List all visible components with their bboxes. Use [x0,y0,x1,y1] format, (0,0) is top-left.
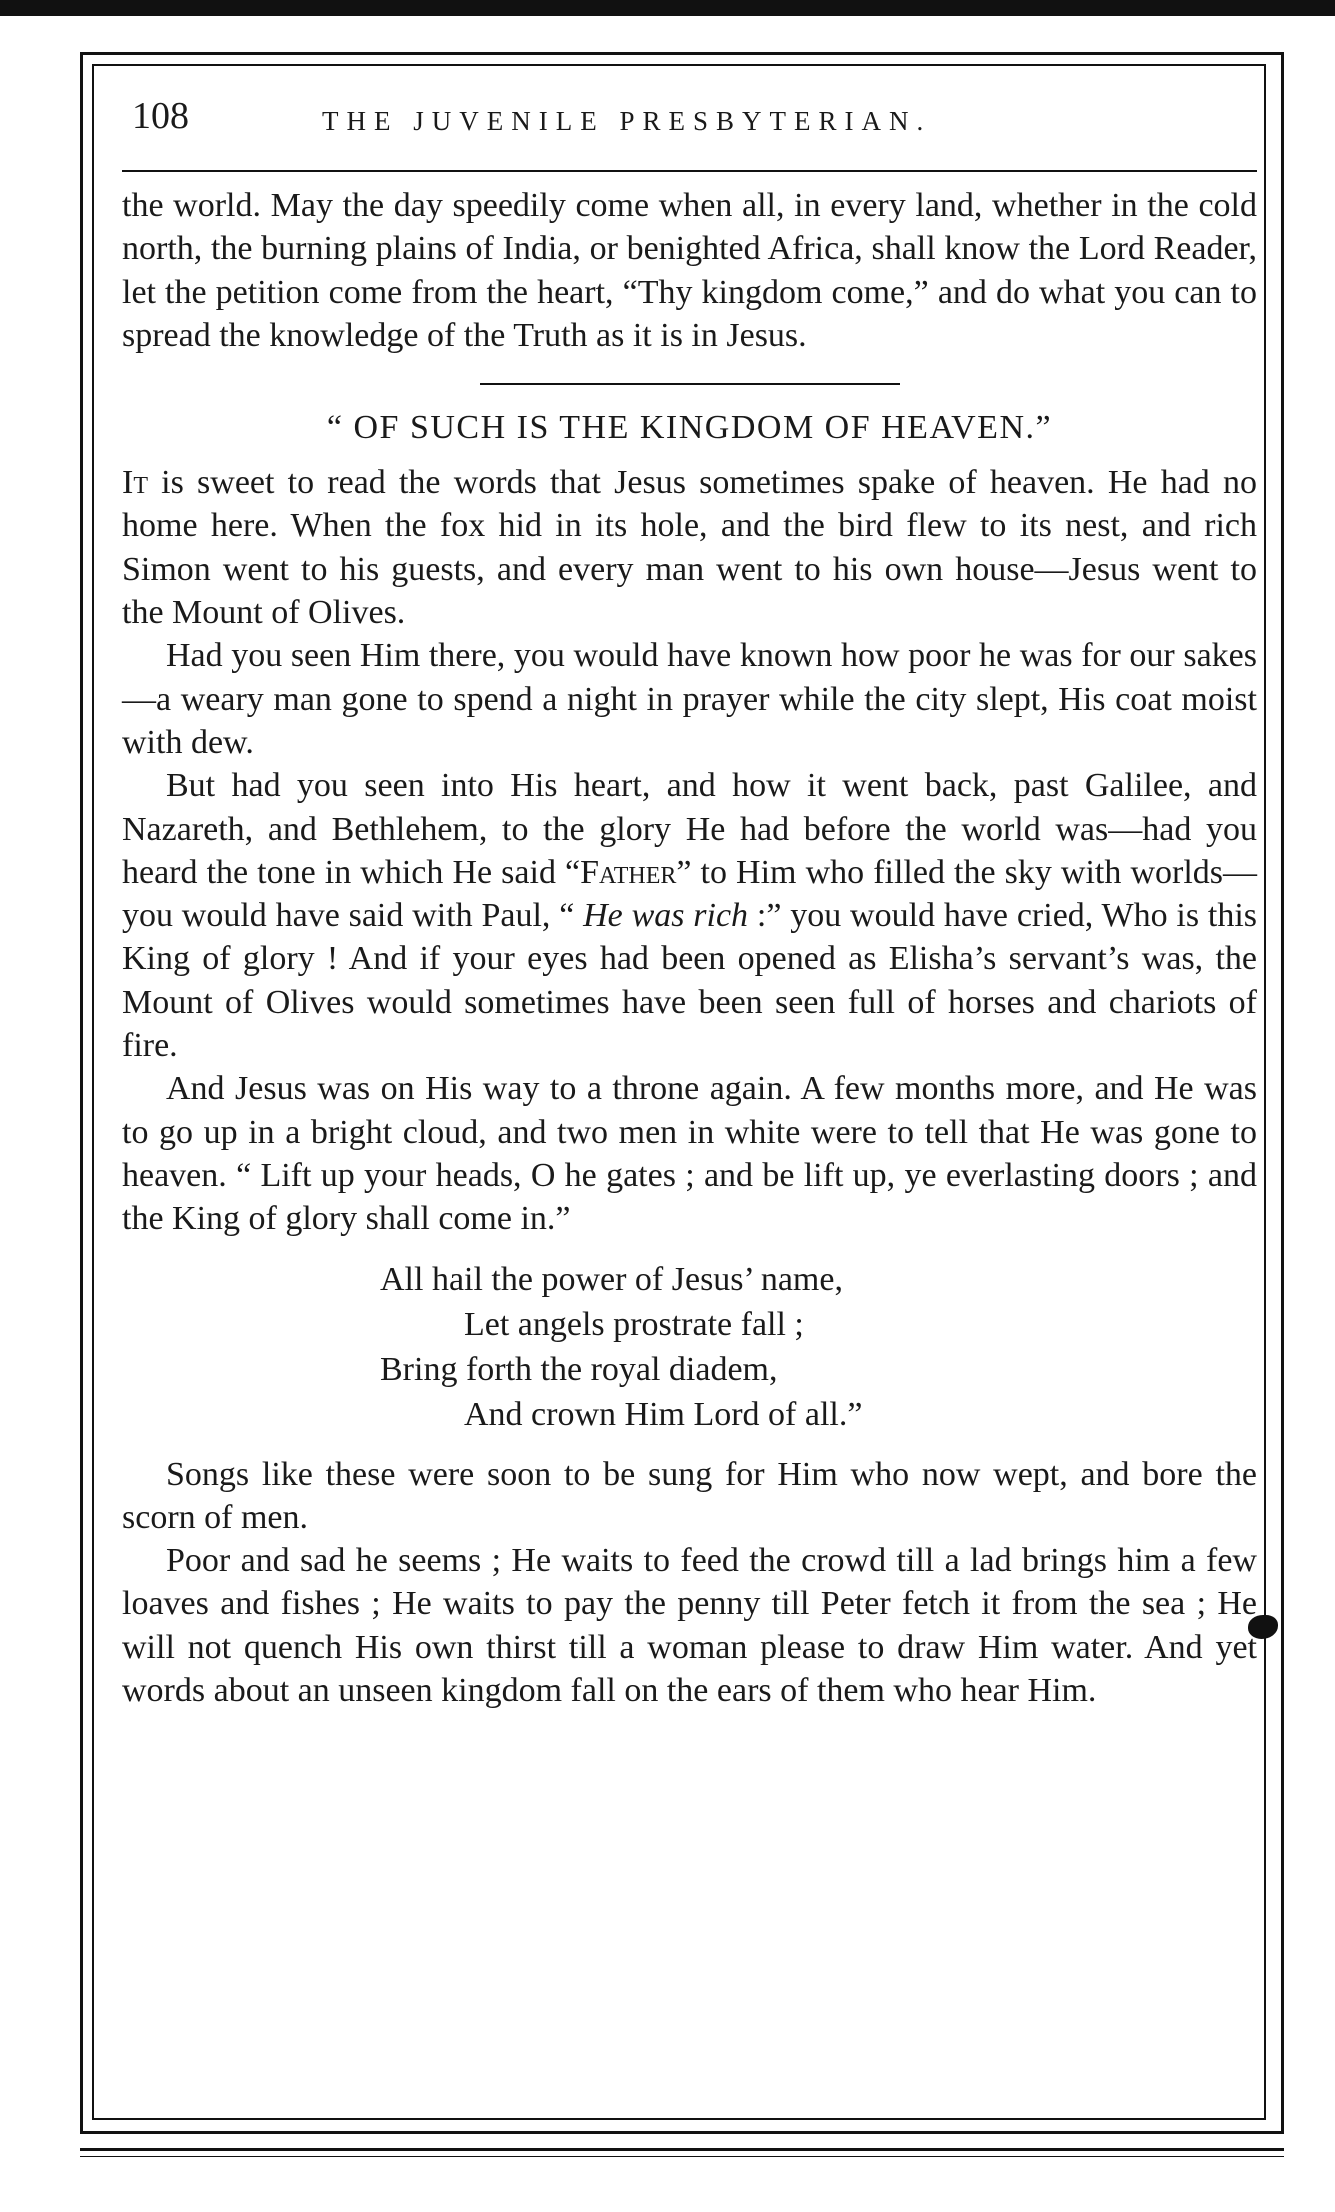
top-edge-bar [0,0,1335,16]
paragraph-1-lead: It [122,464,148,502]
paragraph-2: Had you seen Him there, you would have known how poor he was for our sakes—a weary man gone to spend a night in prayer while the city slept, His coat moist with dew. [122,637,1257,761]
paragraph-1-text: is sweet to read the words that Jesus sometimes spake of heaven. He had no home here. When the fox hid in its hole, and the bird flew to its nest, and rich Simon went to his guests, and every man went to his own house—Jesus went to the Mount of Olives. [122,464,1257,632]
journal-title: THE JUVENILE PRESBYTERIAN. [322,106,932,136]
bottom-rule-thin [80,2156,1284,2157]
paragraph-3-father: Father [580,853,677,891]
page-number: 108 [132,95,189,137]
hymn-verse [380,1257,1257,1437]
running-head [122,70,1257,172]
paragraph-1 [122,461,1257,634]
hymn-line-2: Let angels prostrate fall ; [464,1305,804,1343]
section-divider [480,383,900,385]
page-content [122,70,1257,1712]
bottom-rule [80,2148,1284,2151]
paragraph-4: And Jesus was on His way to a throne again. A few months more, and He was to go up in a bright cloud, and two men in white were to tell that He was gone to heaven. “ Lift up your heads, O he gates ; and be lift up, ye everlasting doors ; and the King of glory shall come in.” [122,1070,1257,1238]
paragraph-3-part-c: :” you would have cried, Who is this King of glory ! And if your eyes had been opened as Elisha’s servant’s was, the Mount of Olives would sometimes have been seen full of horses and chariots of fire. [122,897,1257,1065]
article-heading: “ OF SUCH IS THE KINGDOM OF HEAVEN.” [326,409,1053,447]
paragraph-6: Poor and sad he seems ; He waits to feed the crowd till a lad brings him a few loaves and fishes ; He waits to pay the penny till Peter fetch it from the sea ; He will not quench His own thirst till a woman please to draw Him water. And yet words about an unseen kingdom fall on the ears of them who hear Him. [122,1542,1257,1710]
paragraph-3 [122,764,1257,1067]
hymn-line-3: Bring forth the royal diadem, [380,1350,778,1388]
paragraph-3-part-b: ” to Him who filled the sky with worlds—you would have said with Paul, “ [122,853,1257,935]
hymn-line-4: And crown Him Lord of all.” [464,1395,863,1433]
paragraph-3-part-a: But had you seen into His heart, and how it went back, past Galilee, and Nazareth, and Bethlehem, to the glory He had before the world was—had you heard the tone in which He said “ [122,767,1257,891]
paragraph-continuation: the world. May the day speedily come when all, in every land, whether in the cold north, the burning plains of India, or benighted Africa, shall know the Lord Reader, let the petition come from the heart, “Thy kingdom come,” and do what you can to spread the knowledge of the Truth as it is in Jesus. [122,187,1257,354]
paragraph-3-italic: He was rich [583,897,749,935]
hymn-line-1: All hail the power of Jesus’ name, [380,1260,843,1298]
paragraph-5: Songs like these were soon to be sung for Him who now wept, and bore the scorn of men. [122,1455,1257,1536]
